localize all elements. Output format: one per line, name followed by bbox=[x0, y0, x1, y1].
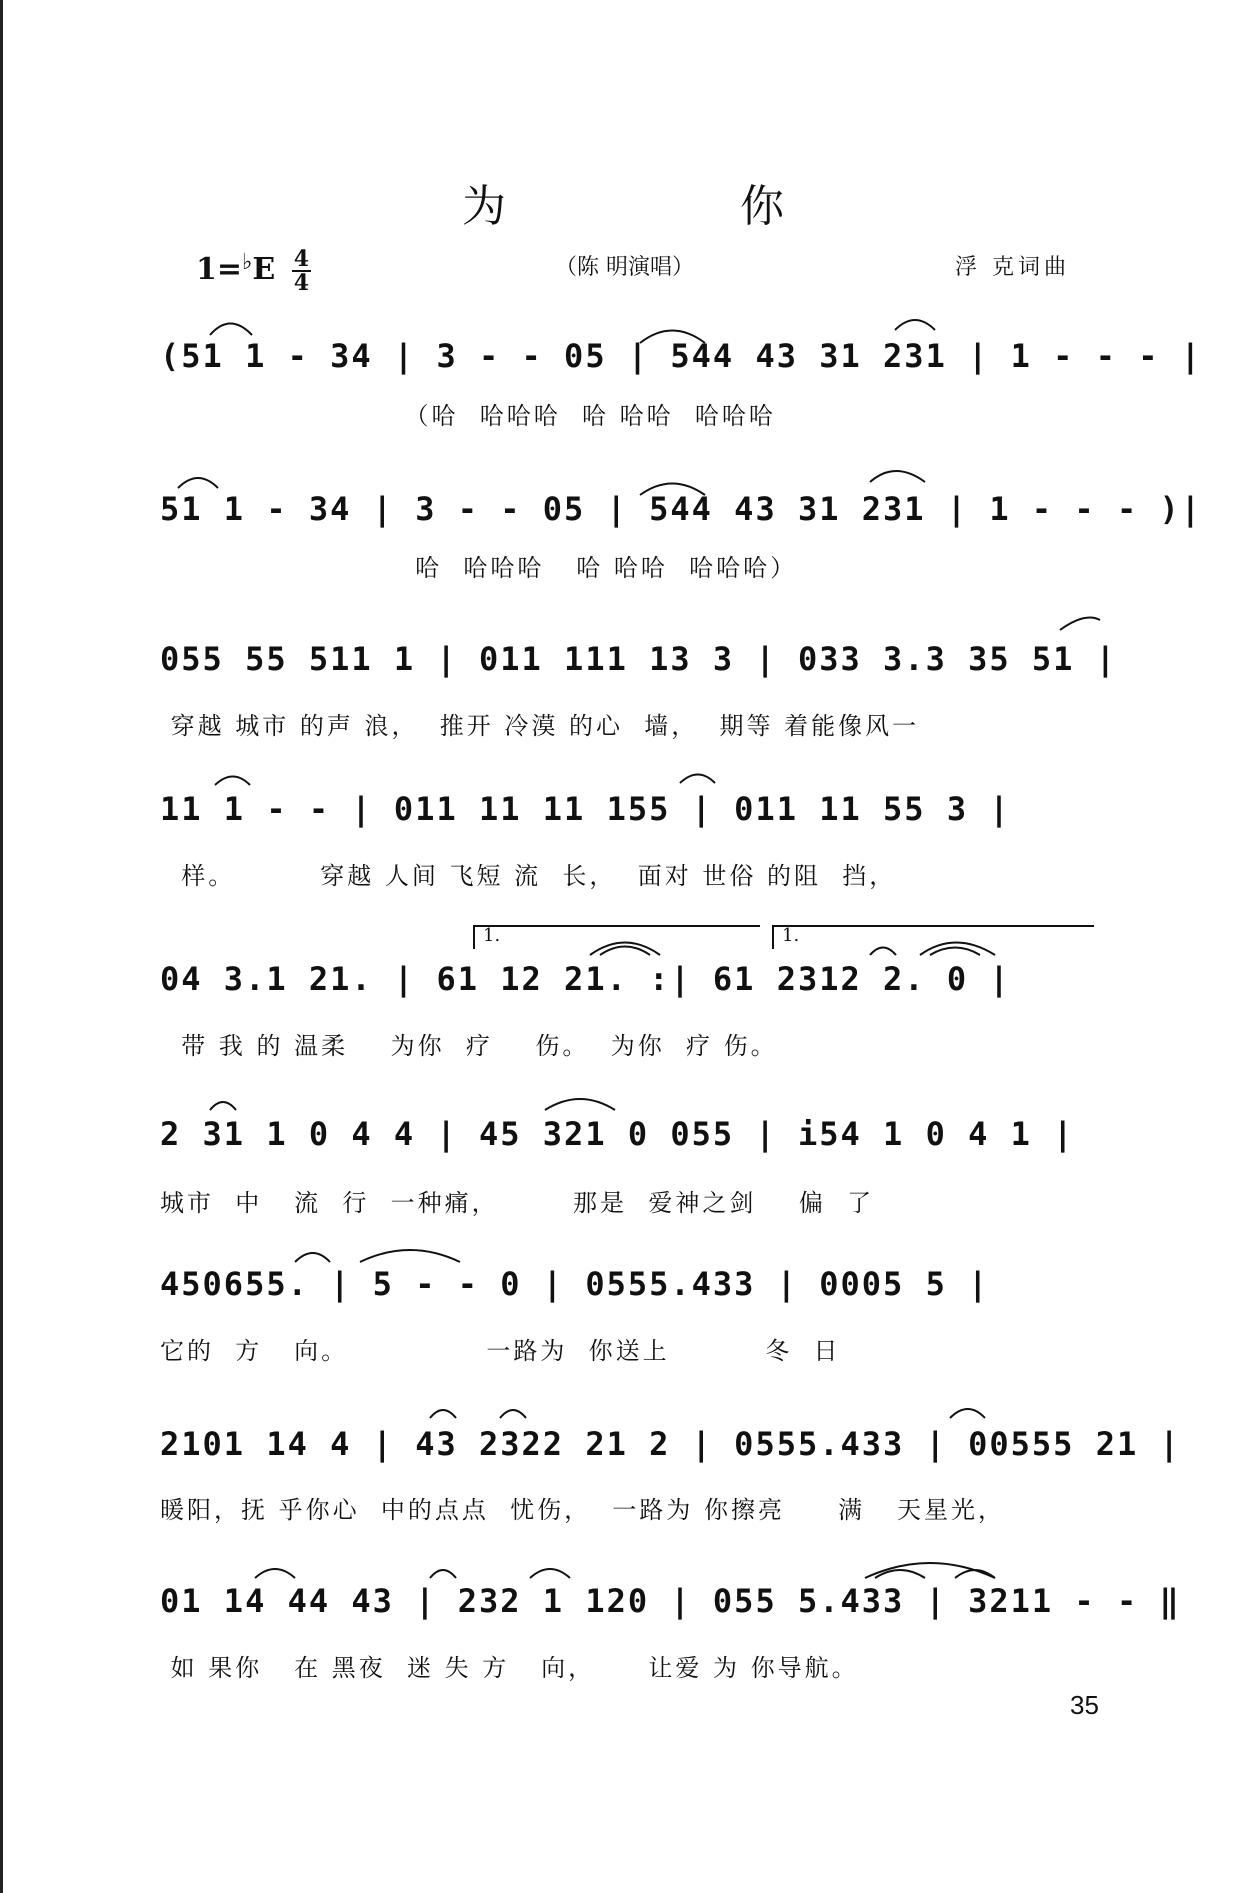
lyric-line-3: 穿越 城市 的声 浪， 推开 冷漠 的心 墙， 期等 着能像风一 bbox=[160, 712, 920, 740]
lyric-line-4: 样。 穿越 人间 飞短 流 长， 面对 世俗 的阻 挡， bbox=[160, 862, 897, 890]
slur-arc bbox=[530, 1569, 570, 1578]
time-top: 4 bbox=[293, 246, 310, 272]
slur-arc bbox=[500, 1410, 526, 1418]
slur-arc bbox=[870, 948, 896, 956]
volta-first-label: 1. bbox=[483, 925, 501, 946]
time-bottom: 4 bbox=[293, 270, 310, 296]
notation-line-7: 450655. | 5 - - 0 | 0555.433 | 0005 5 | bbox=[160, 1265, 990, 1303]
lyric-line-2: 哈 哈哈哈 哈 哈哈 哈哈哈） bbox=[160, 554, 798, 582]
page-number: 35 bbox=[1070, 1690, 1099, 1720]
composer-credit: 浮 克词曲 bbox=[955, 255, 1070, 280]
slur-arc bbox=[430, 1410, 456, 1418]
slur-arc bbox=[1060, 618, 1100, 630]
slur-arc bbox=[895, 320, 935, 330]
slur-arc bbox=[640, 331, 705, 344]
slur-arc bbox=[870, 471, 925, 482]
slur-arc bbox=[215, 777, 250, 786]
lyric-line-1: （哈 哈哈哈 哈 哈哈 哈哈哈 bbox=[160, 402, 776, 430]
slur-arc bbox=[930, 948, 980, 956]
key-prefix: 1= bbox=[196, 252, 243, 287]
notation-line-8: 2101 14 4 | 43 2322 21 2 | 0555.433 | 00555 21 | bbox=[160, 1425, 1181, 1463]
volta-second-label: 1. bbox=[782, 925, 800, 946]
lyric-line-5: 带 我 的 温柔 为你 疗 伤。 为你 疗 伤。 bbox=[160, 1032, 778, 1060]
lyric-line-8: 暖阳，抚 乎你心 中的点点 忧伤， 一路为 你擦亮 满 天星光， bbox=[160, 1496, 1006, 1524]
slur-arc bbox=[430, 1570, 456, 1578]
notation-line-1: (51 1 - 34 | 3 - - 05 | 544 43 31 231 | 1 - - - | bbox=[160, 337, 1203, 375]
key-note: E bbox=[252, 252, 276, 287]
flat-sign: ♭ bbox=[242, 249, 253, 275]
singer-credit: （陈 明演唱） bbox=[555, 255, 694, 280]
slur-arc bbox=[360, 1250, 460, 1262]
notation-line-6: 2 31 1 0 4 4 | 45 321 0 055 | i54 1 0 4 1 | bbox=[160, 1115, 1075, 1153]
slur-arc bbox=[255, 1569, 295, 1578]
notation-line-5: 04 3.1 21. | 61 12 21. :| 61 2312 2. 0 | bbox=[160, 960, 1011, 998]
slur-arc bbox=[590, 943, 660, 956]
slur-arc bbox=[640, 484, 705, 496]
lyric-line-6: 城市 中 流 行 一种痛， 那是 爱神之剑 偏 了 bbox=[160, 1189, 875, 1217]
slur-arc bbox=[178, 478, 218, 488]
notation-line-9: 01 14 44 43 | 232 1 120 | 055 5.433 | 3211 - - ‖ bbox=[160, 1582, 1181, 1620]
slur-arc bbox=[210, 324, 252, 336]
notation-line-4: 11 1 - - | 011 11 11 155 | 011 11 55 3 | bbox=[160, 790, 1011, 828]
slur-arc bbox=[545, 1099, 615, 1110]
slur-arc bbox=[950, 1409, 985, 1418]
song-title: 为 你 bbox=[462, 181, 894, 232]
slur-arc bbox=[295, 1253, 330, 1262]
lyric-line-9: 如 果你 在 黑夜 迷 失 方 向， 让爱 为 你导航。 bbox=[160, 1654, 859, 1682]
slur-arc bbox=[600, 947, 650, 956]
notation-line-2: 51 1 - 34 | 3 - - 05 | 544 43 31 231 | 1 - - - )| bbox=[160, 490, 1203, 528]
notation-line-3: 055 55 511 1 | 011 111 13 3 | 033 3.3 35 51 | bbox=[160, 640, 1117, 678]
lyric-line-7: 它的 方 向。 一路为 你送上 冬 日 bbox=[160, 1337, 841, 1365]
slur-arc bbox=[680, 775, 715, 784]
slur-arc bbox=[210, 1102, 236, 1110]
